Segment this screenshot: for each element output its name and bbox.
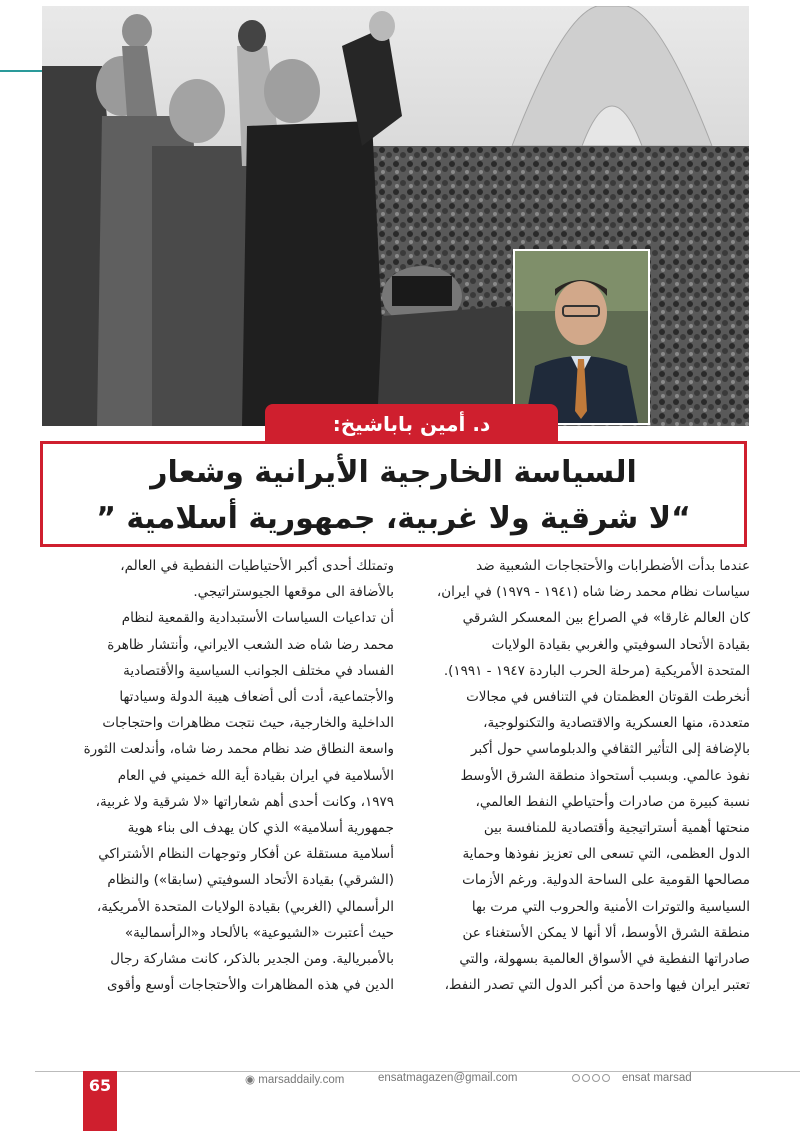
title-line-1: السياسة الخارجية الأيرانية وشعار: [150, 455, 637, 490]
facebook-icon[interactable]: [572, 1074, 580, 1082]
paragraph-line: الفساد في مختلف الجوانب السياسية والأقتصادية: [123, 662, 394, 679]
paragraph-line: بالأمبريالية. ومن الجدير بالذكر، كانت مشاركة رجال: [110, 951, 394, 968]
paragraph-line: الداخلية والخارجية، حيث نتجت مظاهرات واحتجاجات: [102, 715, 394, 732]
paragraph-line: مصالحها القومية على الساحة الدولية. ورغم الأزمات: [462, 872, 750, 889]
paragraph-line: منحتها أهمية أستراتيجية وأقتصادية للمنافسة بين: [483, 820, 750, 837]
paragraph-line: محمد رضا شاه ضد الشعب الايراني، وأنتشار ظاهرة: [107, 636, 394, 653]
page-number: 65: [83, 1071, 117, 1131]
paragraph-line: وتمتلك أحدى أكبر الأحتياطيات النفطية في العالم،: [120, 558, 394, 574]
paragraph-line: أسلامية مستقلة عن أفكار وتوجهات النظام الأشتراكي: [98, 846, 394, 863]
instagram-icon[interactable]: [592, 1074, 600, 1082]
article-title: [40, 441, 747, 547]
paragraph-line: الأسلامية في ايران بقيادة أية الله خميني في العام: [117, 767, 394, 784]
paragraph-line: أنخرطت القوتان العظمتان في التنافس في مجالات: [466, 689, 750, 706]
brand-name: ensat marsad: [622, 1072, 692, 1084]
youtube-icon[interactable]: [602, 1074, 610, 1082]
paragraph-line: جمهورية أسلامية» الذي كان يهدف الى بناء هوية: [127, 820, 394, 837]
paragraph-line: بالأضافة الى موقعها الجيوستراتيجي.: [193, 584, 394, 601]
paragraph-line: والأجتماعية، أدت ألى أضعاف هيبة الدولة وسيادتها: [119, 689, 394, 706]
paragraph-line: ١٩٧٩، وكانت أحدى أهم شعاراتها «لا شرقية ولا غربية،: [95, 793, 394, 810]
paragraph-line: واسعة النطاق ضد نظام محمد رضا شاه، وأندلعت الثورة: [83, 741, 394, 758]
paragraph-line: أن تداعيات السياسات الأستبدادية والقمعية لنظام: [121, 610, 394, 627]
paragraph-line: عندما بدأت الأضطرابات والأحتجاجات الشعبية ضد: [476, 558, 750, 574]
paragraph-line: صادراتها النفطية في الأسواق العالمية بسهولة، والتي: [459, 951, 750, 968]
paragraph-line: المتحدة الأمريكية (مرحلة الحرب الباردة ١٩٤٧ - ١٩٩١).: [443, 662, 750, 679]
email-link[interactable]: ensatmagazen@gmail.com: [378, 1072, 518, 1084]
paragraph-line: بقيادة الأتحاد السوفيتي والغربي بقيادة الولايات: [491, 636, 750, 653]
author-name: د. أمين باباشيخ:: [265, 404, 558, 444]
globe-icon: ◉: [245, 1074, 259, 1086]
decorative-rule: [0, 70, 42, 72]
paragraph-line: حيث أعتبرت «الشيوعية» بالألحاد و«الرأسمالية»: [124, 924, 394, 941]
paragraph-line: سياسات نظام محمد رضا شاه (١٩٤١ - ١٩٧٩) في ايران،: [436, 584, 750, 601]
paragraph-line: السياسية والتوترات الأمنية والحروب التي مرت بها: [471, 898, 750, 915]
paragraph-line: كان العالم غارقا» في الصراع بين المعسكر الشرقي: [462, 610, 750, 627]
paragraph-line: (الشرقي) بقيادة الأتحاد السوفيتي (سابقا») والنظام: [107, 872, 394, 889]
paragraph-line: تعتبر ايران فيها واحدة من أكبر الدول التي تصدر النفط،: [444, 977, 750, 994]
paragraph-line: نسبة كبيرة من صادرات وأحتياطي النفط العالمي،: [475, 793, 750, 810]
paragraph-line: الرأسمالي (الغربي) بقيادة الولايات المتحدة الأمريكية،: [96, 898, 394, 915]
social-icons: [572, 1074, 610, 1082]
paragraph-line: متعددة، منها العسكرية والاقتصادية والتكنولوجية،: [483, 715, 750, 732]
title-line-2: “لا شرقية ولا غربية، جمهورية أسلامية ”: [96, 501, 691, 536]
website-link[interactable]: ◉ marsaddaily.com: [245, 1074, 345, 1086]
author-photo: [515, 251, 648, 423]
article-column-right: [408, 553, 750, 998]
paragraph-line: الدول العظمى، التي تسعى الى تعزيز نفوذها وحماية: [462, 846, 750, 863]
paragraph-line: الدين في هذه المظاهرات والأحتجاجات أوسع وأقوى: [106, 977, 394, 994]
article-column-left: [80, 553, 394, 998]
author-portrait: [513, 249, 650, 425]
paragraph-line: نفوذ عالمي. وبسبب أستحواذ منطقة الشرق الأوسط: [460, 767, 750, 784]
paragraph-line: منطقة الشرق الأوسط، ألا أنها لا يمكن الأستغناء عن: [462, 924, 750, 941]
paragraph-line: بالإضافة إلى التأثير الثقافي والدبلوماسي حول أكبر: [470, 741, 750, 758]
twitter-icon[interactable]: [582, 1074, 590, 1082]
